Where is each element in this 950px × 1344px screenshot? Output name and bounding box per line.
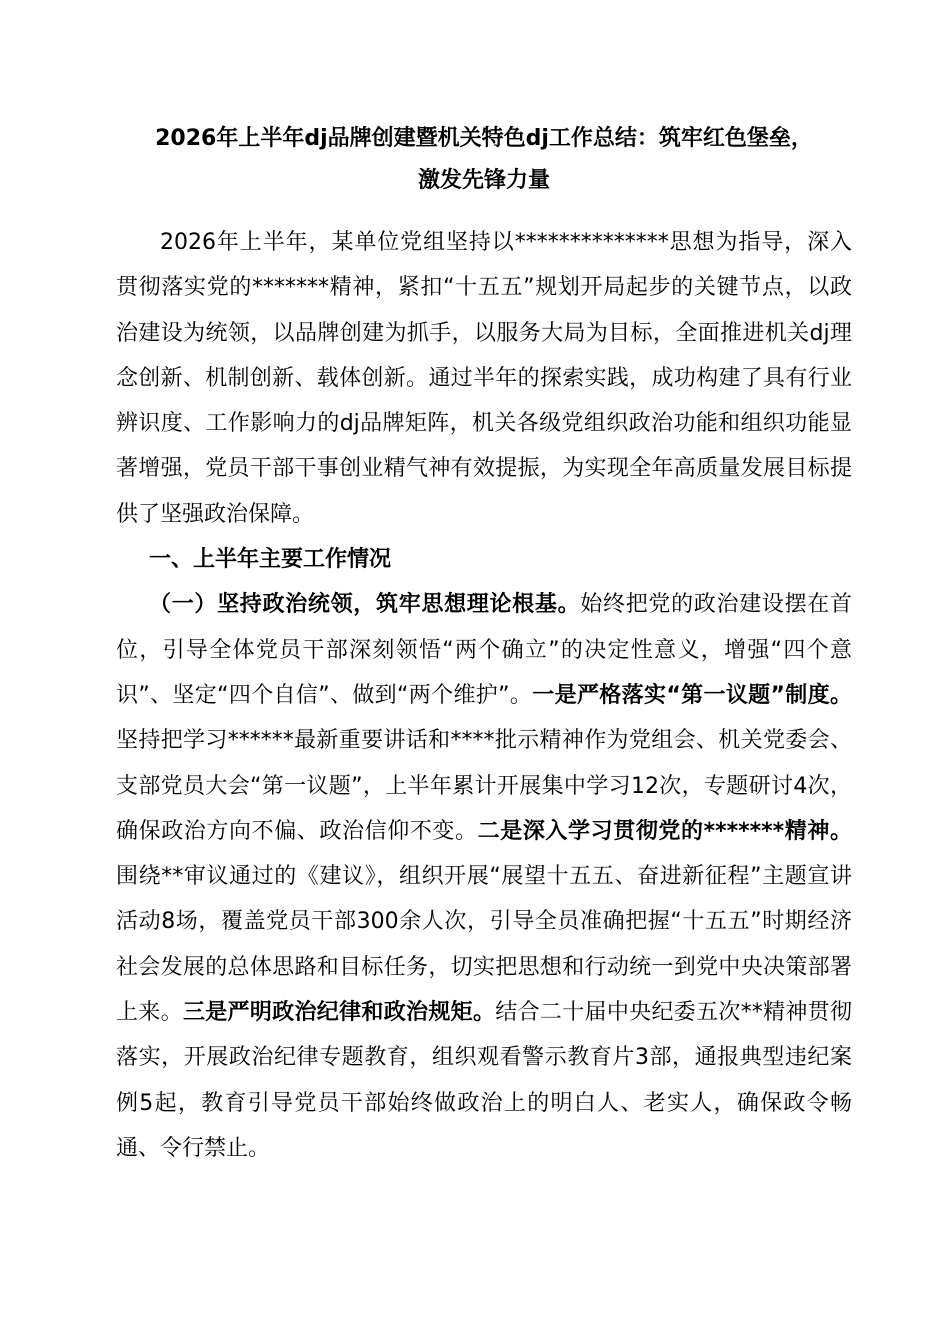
intro-paragraph: 2026年上半年，某单位党组坚持以**************思想为指导，深入贯彻落实党的*******精神，紧扣“十五五”规划开局起步的关键节点，以政治建设为统领，以品牌创建为抓手，以服务大局为目标，全面推进机关dj理念创新、机制创新、载体创新。通过半年的探索实践，成功构建了具有行业辨识度、工作影响力的dj品牌矩阵，机关各级党组织政治功能和组织功能显著增强，党员干部干事创业精气神有效提振，为实现全年高质量发展目标提供了坚强政治保障。 — [116, 230, 852, 527]
point-1-title: 一是严格落实“第一议题”制度。 — [532, 682, 853, 708]
point-1-text: 坚持把学习******最新重要讲话和****批示精神作为党组会、机关党委会、支部党员大会“第一议题”，上半年累计开展集中学习12次，专题研讨4次，确保政治方向不偏、政治信仰不变。 — [116, 728, 852, 844]
point-3-title: 三是严明政治纪律和政治规矩。 — [182, 1000, 496, 1026]
point-2-title: 二是深入学习贯彻党的*******精神。 — [477, 818, 852, 844]
document-page — [116, 118, 852, 1171]
subsection-1-paragraph — [116, 582, 852, 1171]
subsection-1-heading: （一）坚持政治统领，筑牢思想理论根基。 — [149, 592, 581, 618]
point-3-text: 结合二十届中央纪委五次**精神贯彻落实，开展政治纪律专题教育，组织观看警示教育片3部，通报典型违纪案例5起，教育引导党员干部始终做政治上的明白人、老实人，确保政令畅通、令行禁止。 — [116, 1000, 852, 1161]
subsection-1-text: 始终把党的政治建设摆在首位，引导全体党员干部深刻领悟“两个确立”的决定性意义，增强“四个意识”、坚定“四个自信”、做到“两个维护”。 — [116, 592, 852, 708]
point-2-text: 围绕**审议通过的《建议》，组织开展“展望十五五、奋进新征程”主题宣讲活动8场，覆盖党员干部300余人次，引导全员准确把握“十五五”时期经济社会发展的总体思路和目标任务，切实把思想和行动统一到党中央决策部署上来。 — [116, 864, 852, 1026]
title-line-2: 激发先锋力量 — [417, 168, 550, 193]
section-1-heading: 一、上半年主要工作情况 — [149, 547, 392, 573]
title-line-1: 2026年上半年dj品牌创建暨机关特色dj工作总结：筑牢红色堡垒， — [155, 126, 813, 151]
document-title — [116, 118, 852, 202]
